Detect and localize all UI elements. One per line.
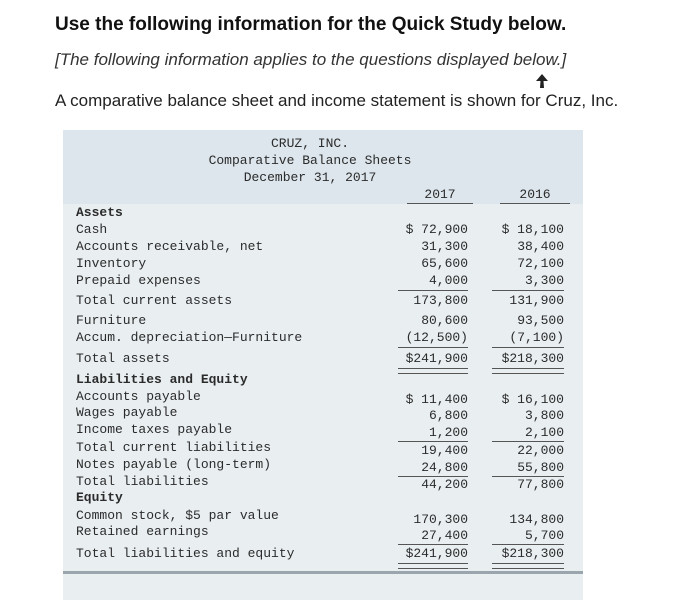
row-label-inventory: Inventory: [76, 256, 147, 271]
value-2016-furniture: 93,500: [517, 313, 564, 328]
current-liabilities-rule-2016: [492, 441, 564, 442]
value-2016-total-liabilities: 77,800: [517, 477, 564, 492]
intro-text: A comparative balance sheet and income statement is shown for Cruz, Inc.: [55, 91, 619, 110]
row-label-income-taxes-payable: Income taxes payable: [76, 422, 233, 437]
value-2016-inventory: 72,100: [517, 256, 564, 271]
value-2017-total-liabilities-and-equity: $241,900: [405, 546, 468, 561]
value-2016-total-current-liabilities: 22,000: [517, 443, 564, 458]
row-label-furniture: Furniture: [76, 313, 147, 328]
total-liab-equity-rule-2017: [398, 544, 468, 545]
subtotal-rule-2017: [398, 290, 468, 291]
row-label-total-assets: Total assets: [76, 351, 170, 366]
value-2016-common-stock: 134,800: [509, 512, 564, 527]
value-2017-total-current-liabilities: 19,400: [421, 443, 468, 458]
section-label-equity: Equity: [76, 490, 123, 505]
value-2017-furniture: 80,600: [421, 313, 468, 328]
value-2016-total-assets: $218,300: [501, 351, 564, 366]
value-2017-accounts-payable: $ 11,400: [405, 392, 468, 407]
value-2017-accum-depreciation: (12,500): [405, 330, 468, 345]
value-2017-retained-earnings: 27,400: [421, 528, 468, 543]
total-assets-double-rule-2017: [398, 368, 468, 374]
value-2017-common-stock: 170,300: [413, 512, 468, 527]
column-header-2017-rule: [407, 203, 473, 204]
current-liabilities-rule-2017: [398, 441, 468, 442]
value-2017-total-current-assets: 173,800: [413, 293, 468, 308]
value-2016-total-current-assets: 131,900: [509, 293, 564, 308]
total-liab-equity-double-rule-2017: [398, 563, 468, 569]
row-label-wages-payable: Wages payable: [76, 405, 178, 420]
value-2017-cash: $ 72,900: [405, 222, 468, 237]
value-2017-prepaid-expenses: 4,000: [428, 273, 468, 288]
column-header-2017: 2017: [424, 187, 456, 202]
instruction-note: [The following information applies to the questions displayed below.]: [55, 50, 567, 69]
row-label-total-liabilities-and-equity: Total liabilities and equity: [76, 546, 295, 561]
total-assets-rule-2017: [398, 347, 468, 348]
row-label-cash: Cash: [76, 222, 108, 237]
value-2017-wages-payable: 6,800: [428, 408, 468, 423]
value-2017-income-taxes-payable: 1,200: [428, 425, 468, 440]
value-2016-prepaid-expenses: 3,300: [524, 273, 564, 288]
value-2017-accounts-receivable: 31,300: [421, 239, 468, 254]
total-liab-equity-rule-2016: [492, 544, 564, 545]
total-assets-double-rule-2016: [492, 368, 564, 374]
column-header-2016-rule: [500, 203, 570, 204]
value-2016-retained-earnings: 5,700: [524, 528, 564, 543]
quick-study-heading: Use the following information for the Quick Study below.: [55, 14, 567, 35]
row-label-notes-payable: Notes payable (long-term): [76, 457, 272, 472]
row-label-prepaid-expenses: Prepaid expenses: [76, 273, 201, 288]
row-label-total-current-assets: Total current assets: [76, 293, 233, 308]
value-2017-inventory: 65,600: [421, 256, 468, 271]
section-label-liabilities-equity: Liabilities and Equity: [76, 372, 248, 387]
total-assets-rule-2016: [492, 347, 564, 348]
row-label-accounts-receivable: Accounts receivable, net: [76, 239, 264, 254]
value-2016-wages-payable: 3,800: [524, 408, 564, 423]
value-2016-accum-depreciation: (7,100): [509, 330, 564, 345]
panel-bottom-divider: [63, 571, 583, 574]
statement-date: December 31, 2017: [243, 170, 377, 185]
row-label-common-stock: Common stock, $5 par value: [76, 508, 279, 523]
value-2016-accounts-receivable: 38,400: [517, 239, 564, 254]
row-label-total-current-liabilities: Total current liabilities: [76, 440, 272, 455]
value-2016-notes-payable: 55,800: [517, 460, 564, 475]
value-2016-total-liabilities-and-equity: $218,300: [501, 546, 564, 561]
statement-title: Comparative Balance Sheets: [208, 153, 412, 168]
value-2017-total-liabilities: 44,200: [421, 477, 468, 492]
value-2016-accounts-payable: $ 16,100: [501, 392, 564, 407]
row-label-total-liabilities: Total liabilities: [76, 474, 209, 489]
row-label-retained-earnings: Retained earnings: [76, 524, 209, 539]
subtotal-rule-2016: [492, 290, 564, 291]
section-label-assets: Assets: [76, 205, 123, 220]
row-label-accounts-payable: Accounts payable: [76, 389, 201, 404]
value-2016-cash: $ 18,100: [501, 222, 564, 237]
value-2016-income-taxes-payable: 2,100: [524, 425, 564, 440]
company-name: CRUZ, INC.: [270, 136, 349, 151]
column-header-2016: 2016: [519, 187, 551, 202]
total-liab-equity-double-rule-2016: [492, 563, 564, 569]
value-2017-total-assets: $241,900: [405, 351, 468, 366]
row-label-accum-depreciation: Accum. depreciation—Furniture: [76, 330, 303, 345]
value-2017-notes-payable: 24,800: [421, 460, 468, 475]
